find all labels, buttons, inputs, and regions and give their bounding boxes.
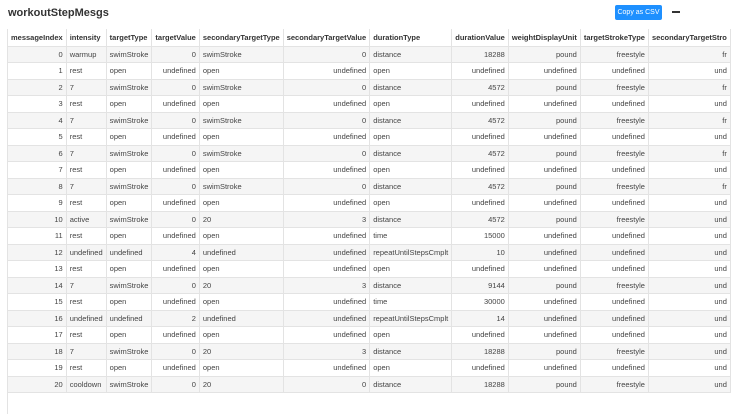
panel-header	[0, 0, 690, 28]
table-cell: freestyle	[580, 145, 648, 162]
table-cell: open	[106, 129, 152, 146]
table-cell: distance	[370, 376, 452, 393]
table-cell: 11	[8, 228, 66, 245]
table-row	[8, 145, 730, 162]
table-cell: swimStroke	[199, 112, 283, 129]
table-cell: open	[199, 63, 283, 80]
table-row	[8, 162, 730, 179]
table-cell: undefined	[452, 360, 509, 377]
table-cell: und	[648, 327, 730, 344]
table-cell: 0	[283, 178, 369, 195]
table-cell: swimStroke	[106, 376, 152, 393]
table-cell: 20	[199, 376, 283, 393]
table-cell: undefined	[152, 261, 199, 278]
table-cell: undefined	[580, 261, 648, 278]
table-cell: 4572	[452, 112, 509, 129]
table-cell: freestyle	[580, 46, 648, 63]
table-cell: open	[106, 195, 152, 212]
table-cell: 17	[8, 327, 66, 344]
column-header: durationValue	[452, 29, 509, 46]
table-cell: undefined	[106, 310, 152, 327]
table-cell: 3	[283, 277, 369, 294]
table-cell: pound	[508, 211, 580, 228]
table-cell: undefined	[106, 244, 152, 261]
table-cell: 0	[283, 46, 369, 63]
table-cell: swimStroke	[106, 343, 152, 360]
table-cell: 3	[283, 211, 369, 228]
table-cell: repeatUntilStepsCmplt	[370, 244, 452, 261]
table-cell: pound	[508, 145, 580, 162]
column-header: durationType	[370, 29, 452, 46]
table-cell: undefined	[199, 244, 283, 261]
table-cell: 14	[8, 277, 66, 294]
table-cell: 4572	[452, 178, 509, 195]
table-cell: 15	[8, 294, 66, 311]
table-cell: 18288	[452, 343, 509, 360]
table-cell: undefined	[508, 195, 580, 212]
column-header: weightDisplayUnit	[508, 29, 580, 46]
table-cell: freestyle	[580, 178, 648, 195]
table-cell: open	[106, 162, 152, 179]
table-cell: fr	[648, 178, 730, 195]
table-cell: active	[66, 211, 106, 228]
table-cell: 4572	[452, 145, 509, 162]
table-cell: distance	[370, 145, 452, 162]
table-cell: undefined	[508, 360, 580, 377]
table-cell: distance	[370, 112, 452, 129]
table-cell: rest	[66, 96, 106, 113]
table-cell: open	[370, 129, 452, 146]
table-cell: 4572	[452, 79, 509, 96]
table-cell: swimStroke	[106, 145, 152, 162]
table-cell: open	[199, 327, 283, 344]
table-cell: 0	[152, 46, 199, 63]
table-cell: freestyle	[580, 376, 648, 393]
table-cell: fr	[648, 112, 730, 129]
table-cell: undefined	[152, 63, 199, 80]
table-cell: undefined	[283, 63, 369, 80]
table-cell: 4	[8, 112, 66, 129]
table-body	[8, 46, 730, 393]
table-cell: 18288	[452, 46, 509, 63]
table-cell: 10	[452, 244, 509, 261]
table-row	[8, 360, 730, 377]
table-cell: 8	[8, 178, 66, 195]
table-cell: undefined	[283, 228, 369, 245]
table-cell: und	[648, 294, 730, 311]
table-cell: 20	[199, 211, 283, 228]
table-cell: undefined	[283, 129, 369, 146]
panel-title: workoutStepMesgs	[8, 7, 109, 19]
table-cell: undefined	[508, 327, 580, 344]
table-cell: pound	[508, 178, 580, 195]
table-cell: swimStroke	[106, 277, 152, 294]
table-cell: undefined	[152, 294, 199, 311]
table-cell: 15000	[452, 228, 509, 245]
table-cell: 14	[452, 310, 509, 327]
table-cell: 0	[283, 145, 369, 162]
table-cell: undefined	[508, 261, 580, 278]
table-cell: open	[370, 195, 452, 212]
table-cell: open	[199, 195, 283, 212]
table-cell: rest	[66, 327, 106, 344]
table-cell: undefined	[452, 96, 509, 113]
table-cell: open	[199, 294, 283, 311]
table-cell: undefined	[580, 310, 648, 327]
table-cell: undefined	[283, 244, 369, 261]
table-cell: undefined	[508, 228, 580, 245]
table-cell: 0	[283, 79, 369, 96]
table-cell: 0	[152, 343, 199, 360]
table-cell: 0	[152, 211, 199, 228]
table-row	[8, 96, 730, 113]
table-cell: und	[648, 195, 730, 212]
table-cell: und	[648, 310, 730, 327]
table-cell: 0	[152, 178, 199, 195]
table-cell: fr	[648, 79, 730, 96]
copy-as-csv-button[interactable]: Copy as CSV	[615, 5, 662, 20]
table-cell: open	[106, 360, 152, 377]
table-cell: distance	[370, 178, 452, 195]
table-cell: undefined	[283, 261, 369, 278]
table-row	[8, 376, 730, 393]
table-cell: freestyle	[580, 79, 648, 96]
table-cell: undefined	[452, 327, 509, 344]
table-cell: 18	[8, 343, 66, 360]
table-cell: undefined	[452, 162, 509, 179]
table-cell: pound	[508, 343, 580, 360]
table-cell: fr	[648, 46, 730, 63]
workout-steps-table	[8, 29, 731, 393]
table-cell: 0	[152, 376, 199, 393]
table-cell: open	[370, 96, 452, 113]
table-cell: rest	[66, 195, 106, 212]
table-cell: swimStroke	[106, 46, 152, 63]
table-cell: undefined	[580, 63, 648, 80]
table-cell: open	[199, 162, 283, 179]
table-cell: 9	[8, 195, 66, 212]
column-header: targetType	[106, 29, 152, 46]
table-cell: swimStroke	[106, 211, 152, 228]
table-cell: warmup	[66, 46, 106, 63]
table-cell: swimStroke	[106, 79, 152, 96]
table-cell: undefined	[508, 162, 580, 179]
table-cell: 10	[8, 211, 66, 228]
table-cell: und	[648, 376, 730, 393]
table-cell: swimStroke	[106, 112, 152, 129]
column-header: secondaryTargetValue	[283, 29, 369, 46]
table-cell: und	[648, 162, 730, 179]
table-cell: undefined	[283, 195, 369, 212]
table-cell: 19	[8, 360, 66, 377]
table-cell: swimStroke	[106, 178, 152, 195]
table-cell: undefined	[580, 244, 648, 261]
table-cell: time	[370, 294, 452, 311]
table-cell: 5	[8, 129, 66, 146]
table-cell: 0	[283, 376, 369, 393]
table-cell: undefined	[66, 310, 106, 327]
table-cell: rest	[66, 129, 106, 146]
table-cell: 16	[8, 310, 66, 327]
table-cell: undefined	[152, 195, 199, 212]
table-cell: undefined	[152, 228, 199, 245]
table-row	[8, 261, 730, 278]
table-cell: 7	[66, 79, 106, 96]
table-cell: 3	[283, 343, 369, 360]
table-cell: 3	[8, 96, 66, 113]
table-cell: open	[106, 261, 152, 278]
table-cell: distance	[370, 343, 452, 360]
table-cell: 1	[8, 63, 66, 80]
table-cell: open	[106, 327, 152, 344]
table-cell: 4	[152, 244, 199, 261]
table-cell: freestyle	[580, 112, 648, 129]
table-cell: undefined	[152, 360, 199, 377]
table-row	[8, 211, 730, 228]
table-cell: freestyle	[580, 343, 648, 360]
table-cell: undefined	[580, 327, 648, 344]
column-header: messageIndex	[8, 29, 66, 46]
table-row	[8, 294, 730, 311]
table-cell: 2	[8, 79, 66, 96]
table-cell: open	[199, 129, 283, 146]
table-cell: 20	[199, 343, 283, 360]
table-cell: rest	[66, 228, 106, 245]
table-cell: undefined	[508, 129, 580, 146]
table-cell: undefined	[580, 360, 648, 377]
table-cell: 2	[152, 310, 199, 327]
table-row	[8, 63, 730, 80]
table-cell: pound	[508, 112, 580, 129]
table-cell: undefined	[580, 96, 648, 113]
table-cell: undefined	[452, 63, 509, 80]
table-cell: undefined	[508, 96, 580, 113]
table-cell: undefined	[452, 129, 509, 146]
table-cell: 7	[66, 277, 106, 294]
table-cell: time	[370, 228, 452, 245]
table-cell: undefined	[66, 244, 106, 261]
table-cell: open	[370, 360, 452, 377]
table-cell: und	[648, 211, 730, 228]
table-cell: und	[648, 129, 730, 146]
table-cell: 0	[152, 145, 199, 162]
table-cell: undefined	[580, 228, 648, 245]
table-cell: open	[106, 228, 152, 245]
table-cell: undefined	[152, 327, 199, 344]
table-cell: 30000	[452, 294, 509, 311]
table-cell: pound	[508, 46, 580, 63]
table-cell: 0	[283, 112, 369, 129]
table-cell: und	[648, 96, 730, 113]
table-cell: 0	[8, 46, 66, 63]
table-cell: 20	[199, 277, 283, 294]
table-cell: open	[370, 327, 452, 344]
table-cell: freestyle	[580, 211, 648, 228]
table-cell: swimStroke	[199, 178, 283, 195]
table-cell: 18288	[452, 376, 509, 393]
table-cell: und	[648, 360, 730, 377]
table-cell: und	[648, 244, 730, 261]
column-header: secondaryTargetType	[199, 29, 283, 46]
table-cell: 0	[152, 79, 199, 96]
table-cell: swimStroke	[199, 145, 283, 162]
table-row	[8, 129, 730, 146]
table-cell: undefined	[283, 327, 369, 344]
table-cell: open	[106, 96, 152, 113]
table-cell: undefined	[580, 195, 648, 212]
table-row	[8, 310, 730, 327]
column-header: targetStrokeType	[580, 29, 648, 46]
table-cell: distance	[370, 46, 452, 63]
table-cell: 6	[8, 145, 66, 162]
table-row	[8, 112, 730, 129]
table-cell: und	[648, 261, 730, 278]
column-header: intensity	[66, 29, 106, 46]
table-cell: fr	[648, 145, 730, 162]
table-cell: pound	[508, 376, 580, 393]
table-cell: undefined	[508, 294, 580, 311]
table-row	[8, 327, 730, 344]
table-cell: open	[106, 294, 152, 311]
column-header: targetValue	[152, 29, 199, 46]
table-cell: undefined	[152, 162, 199, 179]
table-cell: pound	[508, 277, 580, 294]
table-cell: undefined	[283, 96, 369, 113]
table-cell: freestyle	[580, 277, 648, 294]
table-cell: 0	[152, 112, 199, 129]
table-cell: und	[648, 343, 730, 360]
table-cell: open	[199, 261, 283, 278]
table-cell: undefined	[580, 294, 648, 311]
table-cell: undefined	[283, 162, 369, 179]
table-cell: 7	[66, 112, 106, 129]
table-cell: 7	[8, 162, 66, 179]
table-cell: 4572	[452, 211, 509, 228]
table-row	[8, 46, 730, 63]
table-container[interactable]	[7, 29, 727, 414]
table-cell: open	[370, 261, 452, 278]
table-cell: undefined	[283, 294, 369, 311]
table-cell: rest	[66, 261, 106, 278]
table-cell: undefined	[452, 195, 509, 212]
table-cell: repeatUntilStepsCmplt	[370, 310, 452, 327]
table-cell: undefined	[508, 310, 580, 327]
table-cell: undefined	[283, 360, 369, 377]
table-cell: pound	[508, 79, 580, 96]
table-cell: swimStroke	[199, 46, 283, 63]
table-cell: und	[648, 63, 730, 80]
table-cell: rest	[66, 294, 106, 311]
table-cell: 12	[8, 244, 66, 261]
table-cell: undefined	[199, 310, 283, 327]
table-row	[8, 79, 730, 96]
table-cell: open	[199, 228, 283, 245]
table-row	[8, 195, 730, 212]
table-cell: rest	[66, 360, 106, 377]
table-cell: undefined	[508, 244, 580, 261]
table-cell: open	[370, 63, 452, 80]
table-cell: swimStroke	[199, 79, 283, 96]
table-row	[8, 178, 730, 195]
table-cell: open	[199, 96, 283, 113]
table-row	[8, 244, 730, 261]
table-cell: open	[106, 63, 152, 80]
table-header-row	[8, 29, 730, 46]
table-cell: 7	[66, 343, 106, 360]
table-cell: undefined	[452, 261, 509, 278]
table-cell: open	[370, 162, 452, 179]
table-cell: undefined	[508, 63, 580, 80]
table-cell: und	[648, 277, 730, 294]
table-cell: 13	[8, 261, 66, 278]
table-cell: rest	[66, 63, 106, 80]
table-cell: undefined	[152, 129, 199, 146]
table-cell: 7	[66, 178, 106, 195]
table-row	[8, 343, 730, 360]
table-cell: undefined	[580, 162, 648, 179]
table-cell: open	[199, 360, 283, 377]
column-header: secondaryTargetStro	[648, 29, 730, 46]
table-cell: rest	[66, 162, 106, 179]
table-cell: und	[648, 228, 730, 245]
table-cell: 0	[152, 277, 199, 294]
table-cell: 7	[66, 145, 106, 162]
table-cell: distance	[370, 211, 452, 228]
table-cell: undefined	[152, 96, 199, 113]
table-row	[8, 228, 730, 245]
table-cell: cooldown	[66, 376, 106, 393]
table-cell: undefined	[283, 310, 369, 327]
collapse-icon[interactable]	[672, 11, 680, 13]
table-cell: 20	[8, 376, 66, 393]
table-row	[8, 277, 730, 294]
table-cell: 9144	[452, 277, 509, 294]
table-cell: distance	[370, 277, 452, 294]
table-cell: undefined	[580, 129, 648, 146]
table-cell: distance	[370, 79, 452, 96]
